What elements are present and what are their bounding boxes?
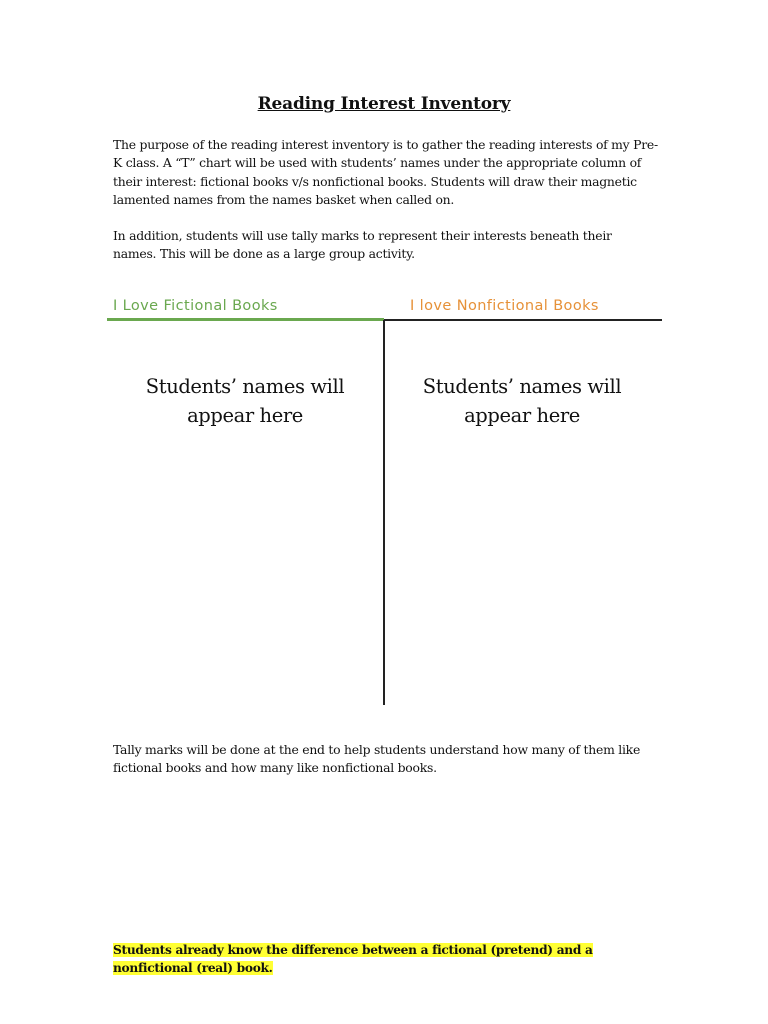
highlighted-note — [113, 941, 658, 978]
t-chart-top-line-right — [384, 319, 662, 321]
tally-paragraph — [113, 741, 658, 778]
document-title: Reading Interest Inventory — [257, 94, 511, 114]
t-chart-right-placeholder: Students’ names will appear here — [422, 375, 622, 427]
t-chart-divider — [383, 320, 385, 705]
t-chart-left-heading: I Love Fictional Books — [113, 298, 278, 314]
highlighted-note-text: Students already know the difference between a fictional (pretend) and a nonfictional (real) book. — [113, 943, 593, 976]
addition-paragraph — [113, 227, 658, 264]
t-chart-top-line-left — [107, 318, 384, 321]
tally-text: Tally marks will be done at the end to help students understand how many of them like fictional books and how many like nonfictional books. — [113, 742, 641, 776]
intro-text: The purpose of the reading interest inventory is to gather the reading interests of my Pre-K class. A “T” chart will be used with students’ names under the appropriate column of their interest: fictional books v/s nonfictional books. Students will draw their magnetic lamented names from the names basket when called on. — [113, 137, 658, 207]
t-chart-left-placeholder: Students’ names will appear here — [145, 375, 345, 427]
t-chart-right-heading: I love Nonfictional Books — [410, 298, 599, 314]
addition-text: In addition, students will use tally marks to represent their interests beneath their names. This will be done as a large group activity. — [113, 228, 612, 262]
intro-paragraph — [113, 136, 658, 209]
